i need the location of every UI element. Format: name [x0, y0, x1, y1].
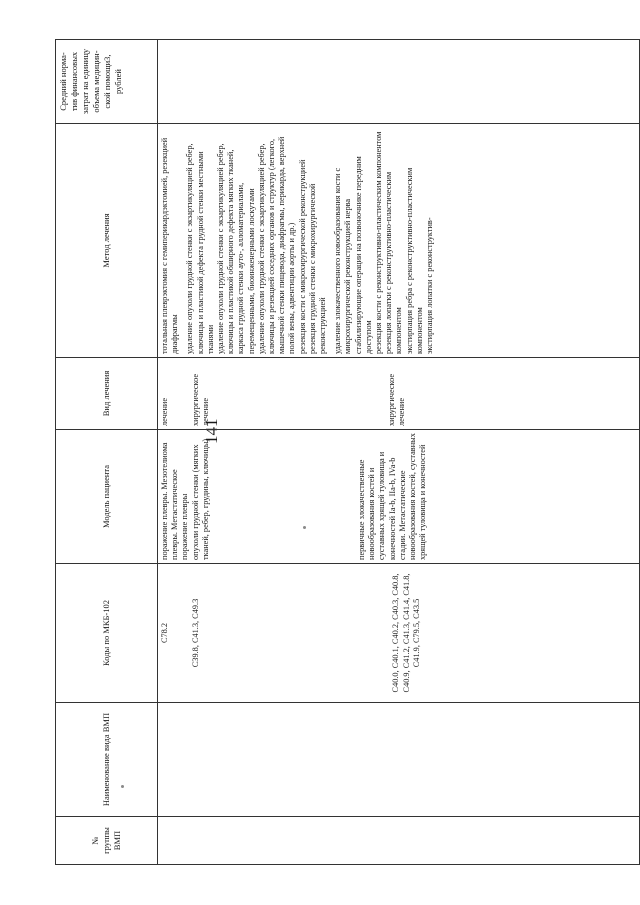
scan-speck	[121, 785, 124, 788]
scan-speck	[303, 526, 306, 529]
header-vmp-name: Наименование вида ВМП	[56, 703, 158, 817]
header-patient-model: Модель пациента	[56, 430, 158, 564]
cell-patient-model: поражение плевры. Мезотелиома плевры. Метастатическое поражение плевры опухоли грудной стенки (мягких тканей, ребер, грудины, ключицы) первичные злокачественные новообразования костей и суставных хрящей туловища и конечностей Ia-b, IIa-b, IVa-b стадии. Метастатические новообразования костей, суставных хрящей туловища и конечностей	[158, 430, 640, 564]
header-icd-codes: Коды по МКБ-102	[56, 564, 158, 703]
table-header-row	[56, 40, 158, 865]
cell-cost-norm	[158, 40, 640, 124]
header-treatment-kind: Вид лечения	[56, 358, 158, 430]
cell-icd-codes: C78.2 C39.8, C41.3, C49.3 C40.0, C40.1, C40.2, C40.3, C40.8, C40.9, C41.2, C41.3, C41.4, C41.8, C41.9, C79.5, C43.5	[158, 564, 640, 703]
header-cost-norm: Средний норма- тив финансовых затрат на единицу объема медицин- ской помощи3, рублей	[56, 40, 158, 124]
header-treatment-method: Метод лечения	[56, 124, 158, 358]
cell-vmp-name	[158, 703, 640, 817]
cell-treatment-method: тотальная плеврэктомия с гемиперикардэктомией, резекцией диафрагмы удаление опухоли грудной стенки с экзартикуляцией ребер, ключицы и пластикой дефекта грудной стенки местными тканями удаление опухоли грудной стенки с экзартикуляцией ребер, ключицы и пластикой обширного дефекта мягких тканей, каркаса грудной стенки ауто-, алломатериалами, перемещенными, биоинженерными лоскутами удаление опухоли грудной стенки с экзартикуляцией ребер, ключицы и резекцией соседних органов и структур (легкого, мышечной стенки пищевода, диафрагмы, перикарда, верхней полой вены, адвентиции аорты и др.) резекция кости с микрохирургической реконструкцией резекция грудной стенки с микрохирургической реконструкцией удаление злокачественного новообразования кости с микрохирургической реконструкцией нерва стабилизирующие операции на позвоночнике передним доступом резекция кости с реконструктивно-пластическим компонентом резекция лопатки с реконструктивно-пластическим компонентом экстирпация ребра с реконструктивно-пластическим компонентом экстирпация лопатки с реконструктив-	[158, 124, 640, 358]
cell-treatment-kind: лечение хирургическое лечение хирургическое лечение	[158, 358, 640, 430]
vmp-table-page	[55, 40, 640, 865]
vmp-table	[55, 39, 640, 865]
header-group-number: № группы ВМП	[56, 817, 158, 865]
cell-group-number	[158, 817, 640, 865]
table-row	[158, 40, 640, 865]
page-number: 141	[202, 418, 221, 444]
